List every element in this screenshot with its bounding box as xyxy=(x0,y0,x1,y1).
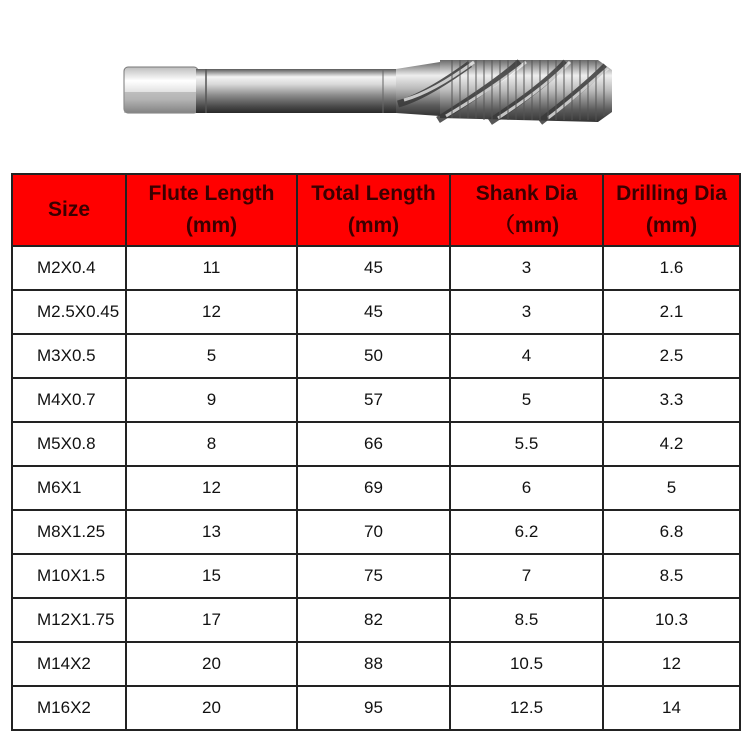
header-size: Size xyxy=(12,174,126,246)
header-total-length: Total Length (mm) xyxy=(297,174,450,246)
cell-total-length: 75 xyxy=(297,554,450,598)
cell-flute-length: 20 xyxy=(126,642,297,686)
table-row xyxy=(12,246,740,290)
cell-drilling-dia: 2.1 xyxy=(603,290,740,334)
cell-flute-length: 9 xyxy=(126,378,297,422)
cell-size: M10X1.5 xyxy=(12,554,126,598)
cell-total-length: 88 xyxy=(297,642,450,686)
cell-total-length: 50 xyxy=(297,334,450,378)
cell-total-length: 95 xyxy=(297,686,450,730)
cell-size: M4X0.7 xyxy=(12,378,126,422)
cell-flute-length: 12 xyxy=(126,290,297,334)
cell-flute-length: 13 xyxy=(126,510,297,554)
cell-drilling-dia: 3.3 xyxy=(603,378,740,422)
table-row xyxy=(12,554,740,598)
cell-shank-dia: 8.5 xyxy=(450,598,603,642)
cell-size: M5X0.8 xyxy=(12,422,126,466)
table-row xyxy=(12,466,740,510)
cell-flute-length: 20 xyxy=(126,686,297,730)
cell-drilling-dia: 10.3 xyxy=(603,598,740,642)
cell-shank-dia: 7 xyxy=(450,554,603,598)
cell-shank-dia: 10.5 xyxy=(450,642,603,686)
cell-size: M12X1.75 xyxy=(12,598,126,642)
cell-drilling-dia: 12 xyxy=(603,642,740,686)
cell-drilling-dia: 6.8 xyxy=(603,510,740,554)
cell-drilling-dia: 8.5 xyxy=(603,554,740,598)
table-row xyxy=(12,334,740,378)
cell-flute-length: 11 xyxy=(126,246,297,290)
cell-total-length: 69 xyxy=(297,466,450,510)
cell-total-length: 45 xyxy=(297,246,450,290)
cell-size: M6X1 xyxy=(12,466,126,510)
cell-total-length: 70 xyxy=(297,510,450,554)
cell-size: M2.5X0.45 xyxy=(12,290,126,334)
cell-flute-length: 5 xyxy=(126,334,297,378)
cell-total-length: 82 xyxy=(297,598,450,642)
table-row xyxy=(12,290,740,334)
cell-drilling-dia: 1.6 xyxy=(603,246,740,290)
cell-size: M16X2 xyxy=(12,686,126,730)
cell-flute-length: 15 xyxy=(126,554,297,598)
table-header-row xyxy=(12,174,740,246)
header-drilling-dia: Drilling Dia (mm) xyxy=(603,174,740,246)
table-row xyxy=(12,378,740,422)
cell-shank-dia: 5 xyxy=(450,378,603,422)
cell-drilling-dia: 4.2 xyxy=(603,422,740,466)
cell-flute-length: 17 xyxy=(126,598,297,642)
cell-drilling-dia: 14 xyxy=(603,686,740,730)
table-row xyxy=(12,422,740,466)
spec-table xyxy=(11,173,741,731)
cell-flute-length: 8 xyxy=(126,422,297,466)
cell-shank-dia: 6 xyxy=(450,466,603,510)
table-row xyxy=(12,510,740,554)
cell-shank-dia: 3 xyxy=(450,290,603,334)
cell-drilling-dia: 5 xyxy=(603,466,740,510)
product-image xyxy=(0,0,750,165)
cell-flute-length: 12 xyxy=(126,466,297,510)
cell-shank-dia: 12.5 xyxy=(450,686,603,730)
cell-size: M8X1.25 xyxy=(12,510,126,554)
header-flute-length: Flute Length (mm) xyxy=(126,174,297,246)
cell-size: M2X0.4 xyxy=(12,246,126,290)
cell-total-length: 66 xyxy=(297,422,450,466)
cell-shank-dia: 4 xyxy=(450,334,603,378)
cell-total-length: 45 xyxy=(297,290,450,334)
table-row xyxy=(12,686,740,730)
cell-size: M3X0.5 xyxy=(12,334,126,378)
cell-shank-dia: 5.5 xyxy=(450,422,603,466)
cell-shank-dia: 3 xyxy=(450,246,603,290)
cell-size: M14X2 xyxy=(12,642,126,686)
spiral-flute-tap-icon xyxy=(0,0,750,165)
cell-total-length: 57 xyxy=(297,378,450,422)
cell-drilling-dia: 2.5 xyxy=(603,334,740,378)
table-row xyxy=(12,642,740,686)
cell-shank-dia: 6.2 xyxy=(450,510,603,554)
table-row xyxy=(12,598,740,642)
header-shank-dia: Shank Dia （mm) xyxy=(450,174,603,246)
